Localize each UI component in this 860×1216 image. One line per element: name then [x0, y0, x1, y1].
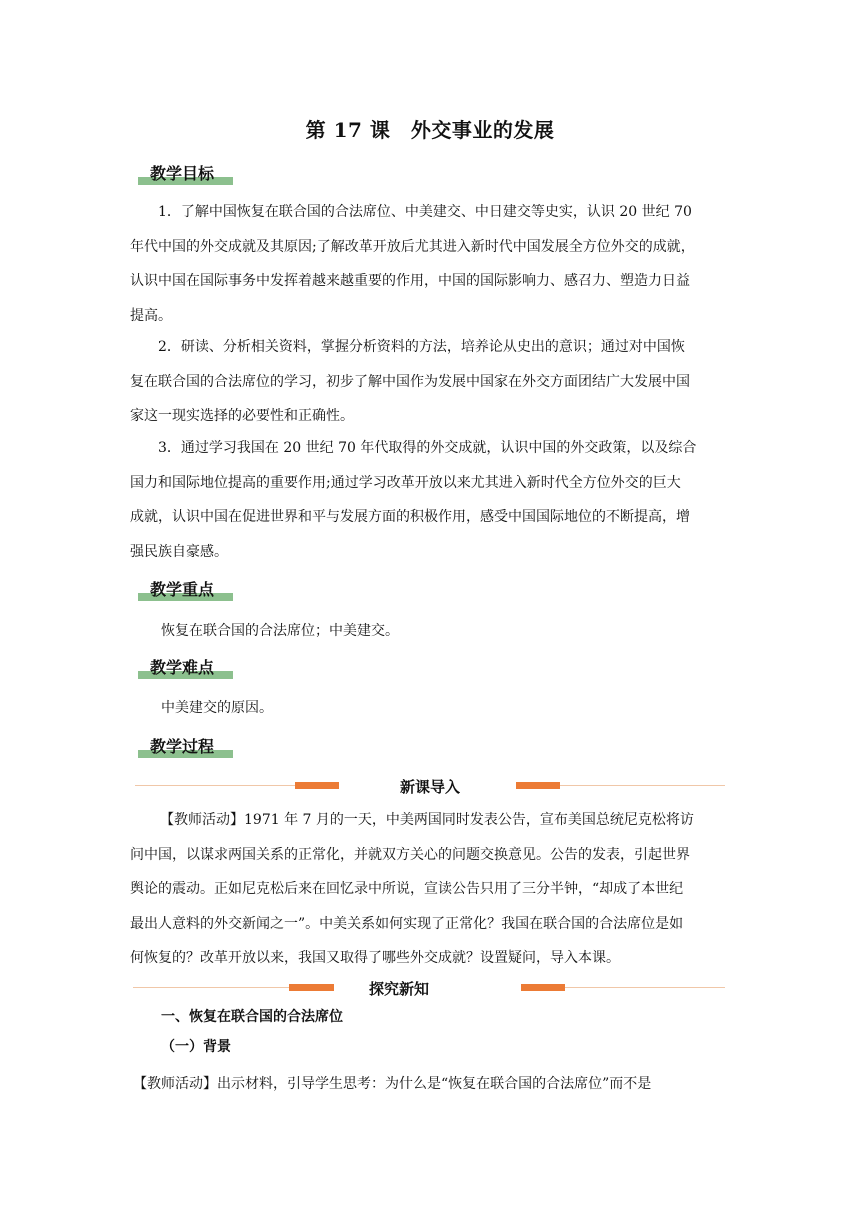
subsection-heading-1: 一、恢复在联合国的合法席位: [161, 1009, 343, 1025]
objectives-paragraph-2: [130, 330, 730, 434]
paragraph-line: 强民族自豪感。: [130, 543, 228, 560]
intro-paragraph: [130, 803, 730, 976]
paragraph-line: 认识中国在国际事务中发挥着越来越重要的作用，中国的国际影响力、感召力、塑造力日益: [130, 273, 690, 289]
section-heading-label: 教学难点: [150, 658, 215, 677]
paragraph-line: 家这一现实选择的必要性和正确性。: [130, 408, 354, 424]
divider-explore: [133, 978, 725, 998]
paragraph-line: 1．了解中国恢复在联合国的合法席位、中美建交、中日建交等史实，认识 20 世纪 70: [158, 204, 692, 220]
section-heading-label: 教学过程: [150, 737, 215, 756]
page-title: 第 17 课 外交事业的发展: [305, 118, 555, 142]
section-heading-label: 教学重点: [150, 580, 215, 599]
difficulties-text: 中美建交的原因。: [161, 700, 273, 716]
paragraph-line: 2．研读、分析相关资料，掌握分析资料的方法，培养论从史出的意识；通过对中国恢: [158, 339, 685, 355]
objectives-paragraph-1: [130, 195, 730, 333]
paragraph-line: 国力和国际地位提高的重要作用;通过学习改革开放以来尤其进入新时代全方位外交的巨大: [130, 474, 681, 491]
paragraph-line: 复在联合国的合法席位的学习，初步了解中国作为发展中国家在外交方面团结广大发展中国: [130, 373, 690, 390]
objectives-paragraph-3: [130, 431, 730, 569]
explore-paragraph-line: 【教师活动】出示材料，引导学生思考：为什么是“恢复在联合国的合法席位”而不是: [133, 1076, 652, 1092]
section-heading-objectives: [138, 163, 233, 185]
paragraph-line: 3．通过学习我国在 20 世纪 70 年代取得的外交成就，认识中国的外交政策，以及综合: [158, 440, 697, 456]
paragraph-line: 最出人意料的外交新闻之一”。中美关系如何实现了正常化？我国在联合国的合法席位是如: [130, 915, 684, 932]
paragraph-line: 何恢复的？改革开放以来，我国又取得了哪些外交成就？设置疑问，导入本课。: [130, 950, 620, 966]
divider-intro: [135, 776, 725, 796]
paragraph-line: 提高。: [130, 307, 172, 324]
divider-label: 探究新知: [368, 980, 429, 998]
paragraph-line: 舆论的震动。正如尼克松后来在回忆录中所说，宣读公告只用了三分半钟，“却成了本世纪: [130, 881, 684, 897]
subsection-heading-2: （一）背景: [161, 1039, 231, 1055]
paragraph-line: 成就，认识中国在促进世界和平与发展方面的积极作用，感受中国国际地位的不断提高，增: [130, 509, 690, 525]
key-points-text: 恢复在联合国的合法席位；中美建交。: [161, 623, 399, 639]
paragraph-line: 年代中国的外交成就及其原因;了解改革开放后尤其进入新时代中国发展全方位外交的成就，: [130, 238, 695, 255]
paragraph-line: 问中国，以谋求两国关系的正常化，并就双方关心的问题交换意见。公告的发表，引起世界: [130, 846, 690, 863]
section-heading-difficulties: [138, 657, 233, 679]
paragraph-line: 【教师活动】1971 年 7 月的一天，中美两国同时发表公告，宣布美国总统尼克松将访: [160, 812, 694, 828]
section-heading-key-points: [138, 579, 233, 601]
section-heading-process: [138, 736, 233, 758]
section-heading-label: 教学目标: [150, 164, 215, 183]
divider-label: 新课导入: [399, 778, 460, 796]
